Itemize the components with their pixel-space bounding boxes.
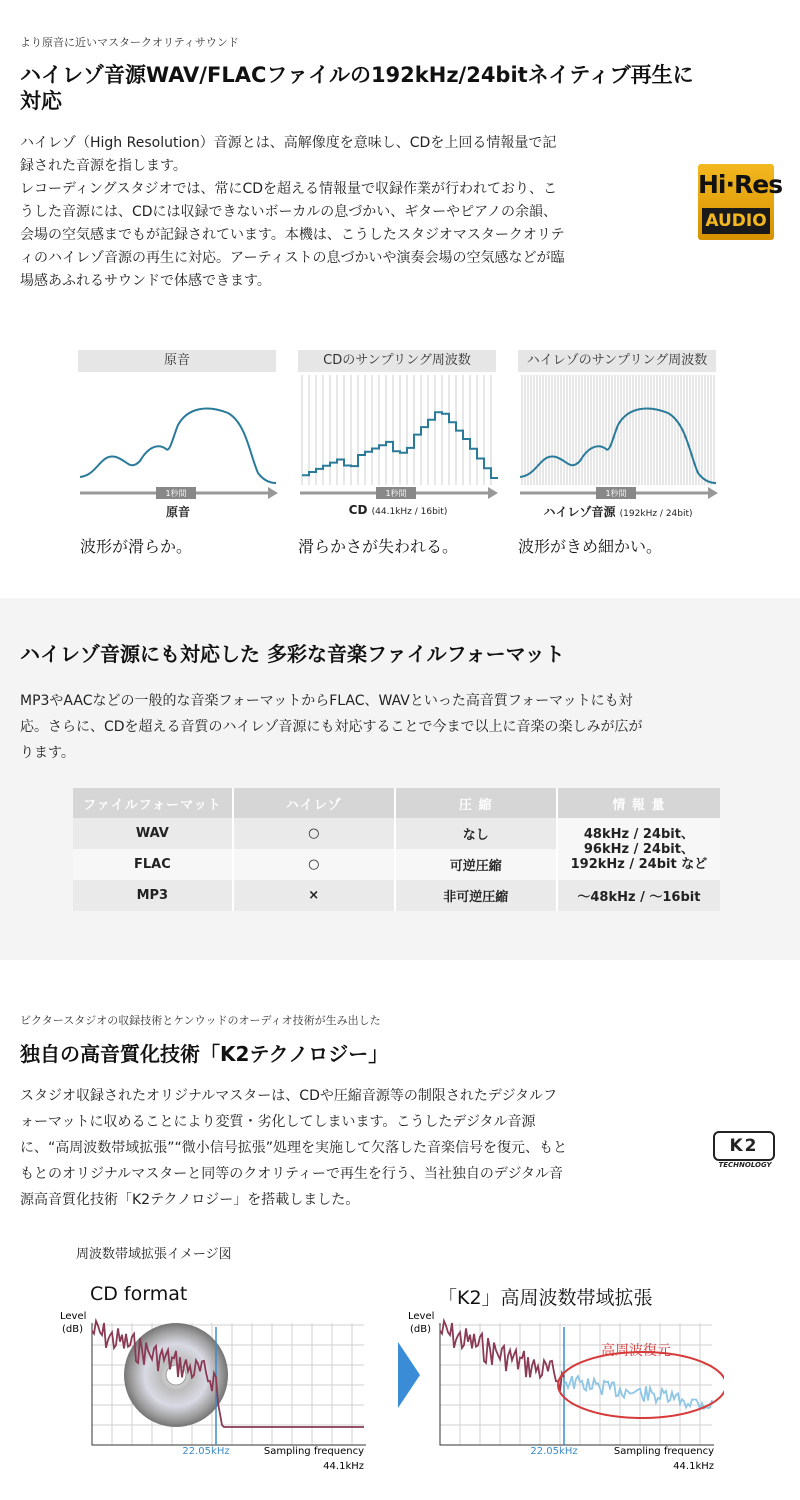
ylabel: Level xyxy=(408,1311,435,1322)
info-line: 192kHz / 24bit など xyxy=(570,856,708,872)
body-line: 源高音質化技術「K2テクノロジー」を搭載しました。 xyxy=(20,1192,360,1208)
cell-compression: なし xyxy=(394,818,556,849)
title-line-1: ハイレゾ音源WAV/FLACファイルの192kHz/24bitネイティブ再生に xyxy=(20,63,694,87)
table-row xyxy=(73,818,720,849)
cutoff-label: 22.05kHz xyxy=(182,1446,230,1457)
annotation-label: 高周波復元 xyxy=(601,1343,671,1359)
body-line: ります。 xyxy=(20,745,75,761)
body-line: ォーマットに収めることにより変質・劣化してしまいます。こうしたデジタル音源 xyxy=(20,1114,536,1130)
xmax-label: 44.1kHz xyxy=(323,1461,364,1472)
body-line: 会場の空気感までもが記録されています。本機は、こうしたスタジオマスタークオリテ xyxy=(20,227,565,243)
xlabel: Sampling frequency xyxy=(613,1446,714,1457)
eyebrow-k2: ビクタースタジオの収録技術とケンウッドのオーディオ技術が生み出した xyxy=(20,1014,381,1027)
body-line: 応。さらに、CDを超える音質のハイレゾ音源にも対応することで今まで以上に音楽の楽しみが広が xyxy=(20,719,643,735)
body-line: に、“高周波数帯域拡張”“微小信号拡張”処理を実施して欠落した音楽信号を復元、もと xyxy=(20,1140,568,1156)
cell-format: MP3 xyxy=(73,880,232,911)
axis-label: 1秒間 xyxy=(165,489,187,498)
under-small: (192kHz / 24bit) xyxy=(619,509,693,519)
grid xyxy=(440,1323,714,1445)
under-small: (44.1kHz / 16bit) xyxy=(371,507,448,517)
spectrum-chart-cd xyxy=(56,1305,376,1480)
header-format: ファイルフォーマット xyxy=(73,788,232,818)
hires-description xyxy=(20,132,700,293)
cell-info: ～48kHz / ～16bit xyxy=(556,880,720,911)
body-line: ハイレゾ（High Resolution）音源とは、高解像度を意味し、CDを上回る情報量で記 xyxy=(20,135,557,151)
under-main: 原音 xyxy=(165,505,190,519)
format-section-title: ハイレゾ音源にも対応した 多彩な音楽ファイルフォーマット xyxy=(20,642,565,666)
cell-info-merged xyxy=(556,818,720,880)
cell-hires: × xyxy=(232,880,394,911)
body-line: スタジオ収録されたオリジナルマスターは、CDや圧縮音源等の制限されたデジタルフ xyxy=(20,1088,558,1104)
k2-description xyxy=(20,1083,700,1213)
body-line: MP3やAACなどの一般的な音楽フォーマットからFLAC、WAVといった高音質フォーマットにも対 xyxy=(20,693,633,709)
wave-under-hires xyxy=(518,503,718,520)
body-line: 場感あふれるサウンドで体感できます。 xyxy=(20,273,271,289)
k2-technology-logo xyxy=(703,1131,787,1171)
cell-hires: ○ xyxy=(232,849,394,880)
header-compression: 圧 縮 xyxy=(394,788,556,818)
wave-caption-original: 原音 xyxy=(78,350,276,372)
xlabel: Sampling frequency xyxy=(263,1446,364,1457)
table-header-row xyxy=(73,788,720,818)
page-title xyxy=(20,62,790,114)
verdict-original: 波形が滑らか。 xyxy=(80,537,193,556)
under-main: ハイレゾ音源 xyxy=(543,505,616,519)
badge-top-text: Hi·Res xyxy=(698,170,783,199)
spectrum-chart-k2 xyxy=(404,1305,724,1480)
xmax-label: 44.1kHz xyxy=(673,1461,714,1472)
under-main: CD xyxy=(348,503,368,517)
chart-title-cd: CD format xyxy=(90,1283,188,1305)
table-row xyxy=(73,880,720,911)
format-table xyxy=(73,788,720,911)
header-info: 情 報 量 xyxy=(556,788,720,818)
info-line: 96kHz / 24bit、 xyxy=(583,841,694,857)
body-line: もとのオリジナルマスターと同等のクオリティーで再生を行う、当社独自のデジタル音 xyxy=(20,1166,564,1182)
ylabel-unit: (dB) xyxy=(410,1324,432,1335)
body-line: ィのハイレゾ音源の再生に対応。アーティストの息づかいや演奏会場の空気感などが臨 xyxy=(20,250,565,266)
eyebrow-hires: より原音に近いマスタークオリティサウンド xyxy=(20,36,239,49)
k2-title: 独自の高音質化技術「K2テクノロジー」 xyxy=(20,1042,389,1066)
wave-cd-graphic xyxy=(298,375,498,500)
chart-title-k2: 「K2」高周波数帯域拡張 xyxy=(438,1287,653,1309)
body-line: うした音源には、CDには収録できないボーカルの息づかい、ギターやピアノの余韻、 xyxy=(20,204,558,220)
header-hires: ハイレゾ xyxy=(232,788,394,818)
wave-under-original xyxy=(78,503,278,520)
format-description xyxy=(20,688,790,766)
k2-logo-sub: TECHNOLOGY xyxy=(718,1161,772,1169)
wave-under-cd xyxy=(298,503,498,517)
cell-format: WAV xyxy=(73,818,232,849)
badge-bottom-text: AUDIO xyxy=(702,208,770,234)
verdict-cd: 滑らかさが失われる。 xyxy=(298,537,459,556)
cell-format: FLAC xyxy=(73,849,232,880)
wave-caption-cd: CDのサンプリング周波数 xyxy=(298,350,496,372)
hires-audio-badge xyxy=(698,164,783,240)
body-line: レコーディングスタジオでは、常にCDを超える情報量で収録作業が行われており、こ xyxy=(20,181,558,197)
k2-logo-text: K2 xyxy=(713,1131,775,1161)
figure-caption: 周波数帯域拡張イメージ図 xyxy=(76,1247,232,1262)
verdict-hires: 波形がきめ細かい。 xyxy=(518,537,663,556)
ylabel-unit: (dB) xyxy=(62,1324,84,1335)
cell-compression: 可逆圧縮 xyxy=(394,849,556,880)
title-line-2: 対応 xyxy=(20,89,62,113)
axis-label: 1秒間 xyxy=(385,489,407,498)
axis-label: 1秒間 xyxy=(605,489,627,498)
wave-original-graphic xyxy=(78,375,278,500)
cell-hires: ○ xyxy=(232,818,394,849)
ylabel: Level xyxy=(60,1311,87,1322)
wave-caption-hires: ハイレゾのサンプリング周波数 xyxy=(518,350,716,372)
body-line: 録された音源を指します。 xyxy=(20,158,187,174)
cutoff-label: 22.05kHz xyxy=(530,1446,578,1457)
cell-compression: 非可逆圧縮 xyxy=(394,880,556,911)
wave-hires-graphic xyxy=(518,375,718,500)
info-line: 48kHz / 24bit、 xyxy=(583,826,694,842)
